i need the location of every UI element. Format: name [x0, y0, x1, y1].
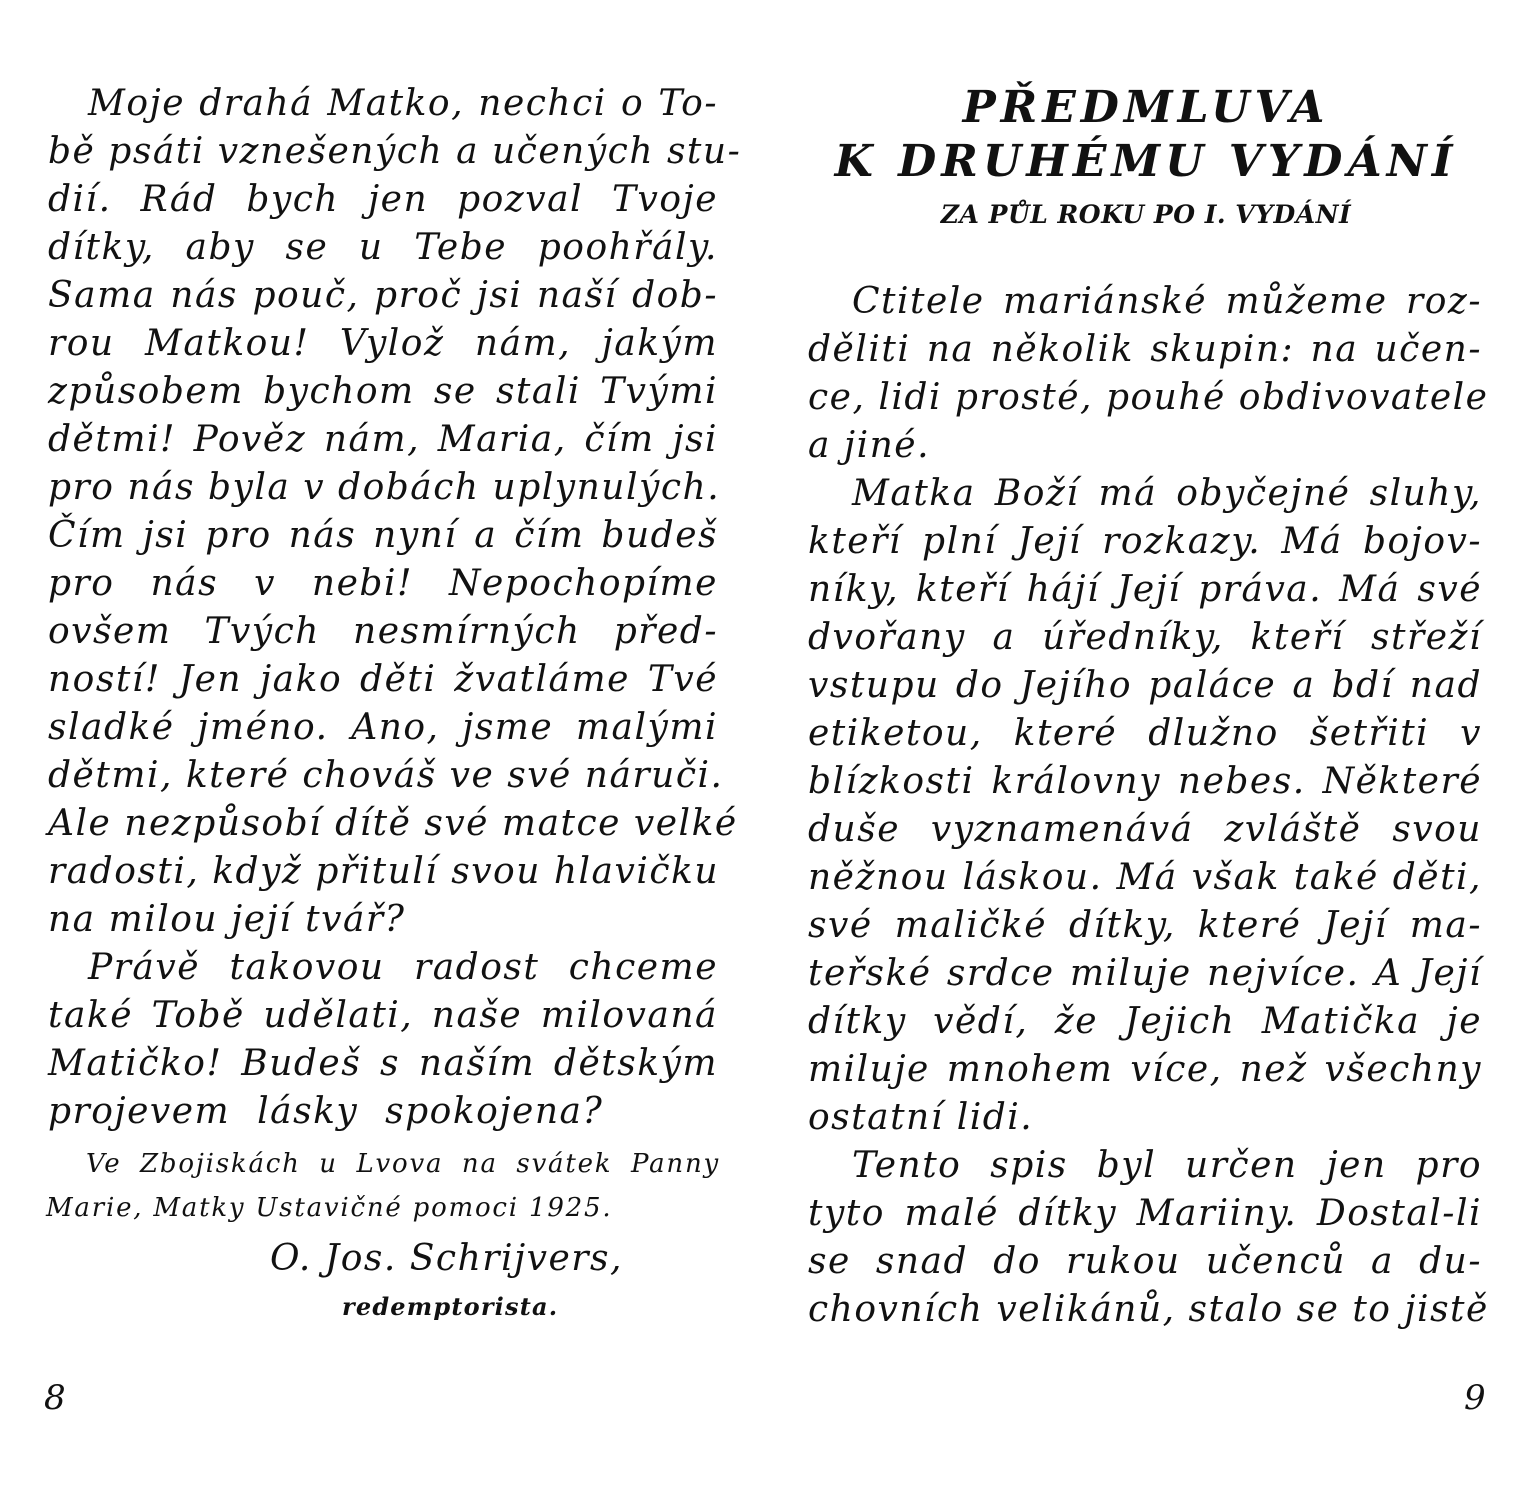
- text-line: vstupu do Jejího paláce a bdí nad: [808, 665, 1482, 706]
- right-page: [764, 0, 1528, 1500]
- text-line: se snad do rukou učenců a du-: [808, 1241, 1482, 1282]
- author-name: O. Jos. Schrijvers,: [270, 1238, 623, 1279]
- text-line: etiketou, které dlužno šetřiti v: [808, 713, 1482, 754]
- text-line: Tento spis byl určen jen pro: [852, 1145, 1482, 1186]
- text-line: pro nás byla v dobách uplynulých.: [48, 467, 721, 508]
- text-line: děliti na několik skupin: na učen-: [808, 329, 1482, 370]
- text-line: dětmi! Pověz nám, Maria, čím jsi: [48, 419, 718, 460]
- text-line: Čím jsi pro nás nyní a čím budeš: [48, 515, 718, 556]
- text-line: níky, kteří hájí Její práva. Má své: [808, 569, 1482, 610]
- page-number: 9: [1464, 1378, 1486, 1418]
- text-line: miluje mnohem více, než všechny: [808, 1049, 1482, 1090]
- text-line: tyto malé dítky Mariiny. Dostal-li: [808, 1193, 1482, 1234]
- text-line: dvořany a úředníky, kteří střeží: [808, 617, 1482, 658]
- text-line: ností! Jen jako děti žvatláme Tvé: [48, 659, 718, 700]
- text-line: pro nás v nebi! Nepochopíme: [48, 563, 718, 604]
- text-line: Ale nezpůsobí dítě své matce velké: [48, 803, 738, 844]
- text-line: ostatní lidi.: [808, 1097, 1034, 1138]
- text-line: něžnou láskou. Má však také děti,: [808, 857, 1482, 898]
- text-line: projevem lásky spokojena?: [48, 1091, 604, 1132]
- text-line: duše vyznamenává zvláště svou: [808, 809, 1482, 850]
- signoff-place-date: Ve Zbojiskách u Lvova na svátek Panny: [86, 1149, 720, 1179]
- text-line: a jiné.: [808, 425, 931, 466]
- text-line: na milou její tvář?: [48, 899, 406, 940]
- text-line: dítky, aby se u Tebe poohřály.: [48, 227, 718, 268]
- text-line: také Tobě udělati, naše milovaná: [48, 995, 718, 1036]
- text-line: kteří plní Její rozkazy. Má bojov-: [808, 521, 1482, 562]
- text-line: radosti, když přitulí svou hlavičku: [48, 851, 720, 892]
- author-role: redemptorista.: [342, 1292, 559, 1321]
- left-page-body: [48, 80, 742, 1140]
- chapter-subheading: ZA PŮL ROKU PO I. VYDÁNÍ: [940, 200, 1352, 229]
- text-line: Matka Boží má obyčejné sluhy,: [852, 473, 1482, 514]
- text-line: Matičko! Budeš s naším dětským: [48, 1043, 718, 1084]
- chapter-heading: PŘEDMLUVA: [962, 82, 1330, 133]
- text-line: Právě takovou radost chceme: [88, 947, 718, 988]
- text-line: Ctitele mariánské můžeme roz-: [852, 281, 1482, 322]
- text-line: Moje drahá Matko, nechci o To-: [88, 83, 718, 124]
- text-line: teřské srdce miluje nejvíce. A Její: [808, 953, 1482, 994]
- text-line: své maličké dítky, které Její ma-: [808, 905, 1482, 946]
- text-line: chovních velikánů, stalo se to jistě: [808, 1289, 1489, 1330]
- text-line: dií. Rád bych jen pozval Tvoje: [48, 179, 718, 220]
- text-line: Sama nás pouč, proč jsi naší dob-: [48, 275, 718, 316]
- chapter-heading: K DRUHÉMU VYDÁNÍ: [834, 136, 1458, 187]
- page-number: 8: [44, 1378, 66, 1418]
- text-line: sladké jméno. Ano, jsme malými: [48, 707, 718, 748]
- text-line: blízkosti královny nebes. Některé: [808, 761, 1482, 802]
- signoff-place-date: Marie, Matky Ustavičné pomoci 1925.: [46, 1193, 613, 1223]
- text-line: ce, lidi prosté, pouhé obdivovatele: [808, 377, 1489, 418]
- text-line: způsobem bychom se stali Tvými: [48, 371, 718, 412]
- text-line: bě psáti vznešených a učených stu-: [48, 131, 742, 172]
- text-line: dítky vědí, že Jejich Matička je: [808, 1001, 1482, 1042]
- right-page-body: [808, 278, 1489, 1358]
- text-line: rou Matkou! Vylož nám, jakým: [48, 323, 718, 364]
- text-line: ovšem Tvých nesmírných před-: [48, 611, 718, 652]
- text-line: dětmi, které chováš ve své náruči.: [48, 755, 724, 796]
